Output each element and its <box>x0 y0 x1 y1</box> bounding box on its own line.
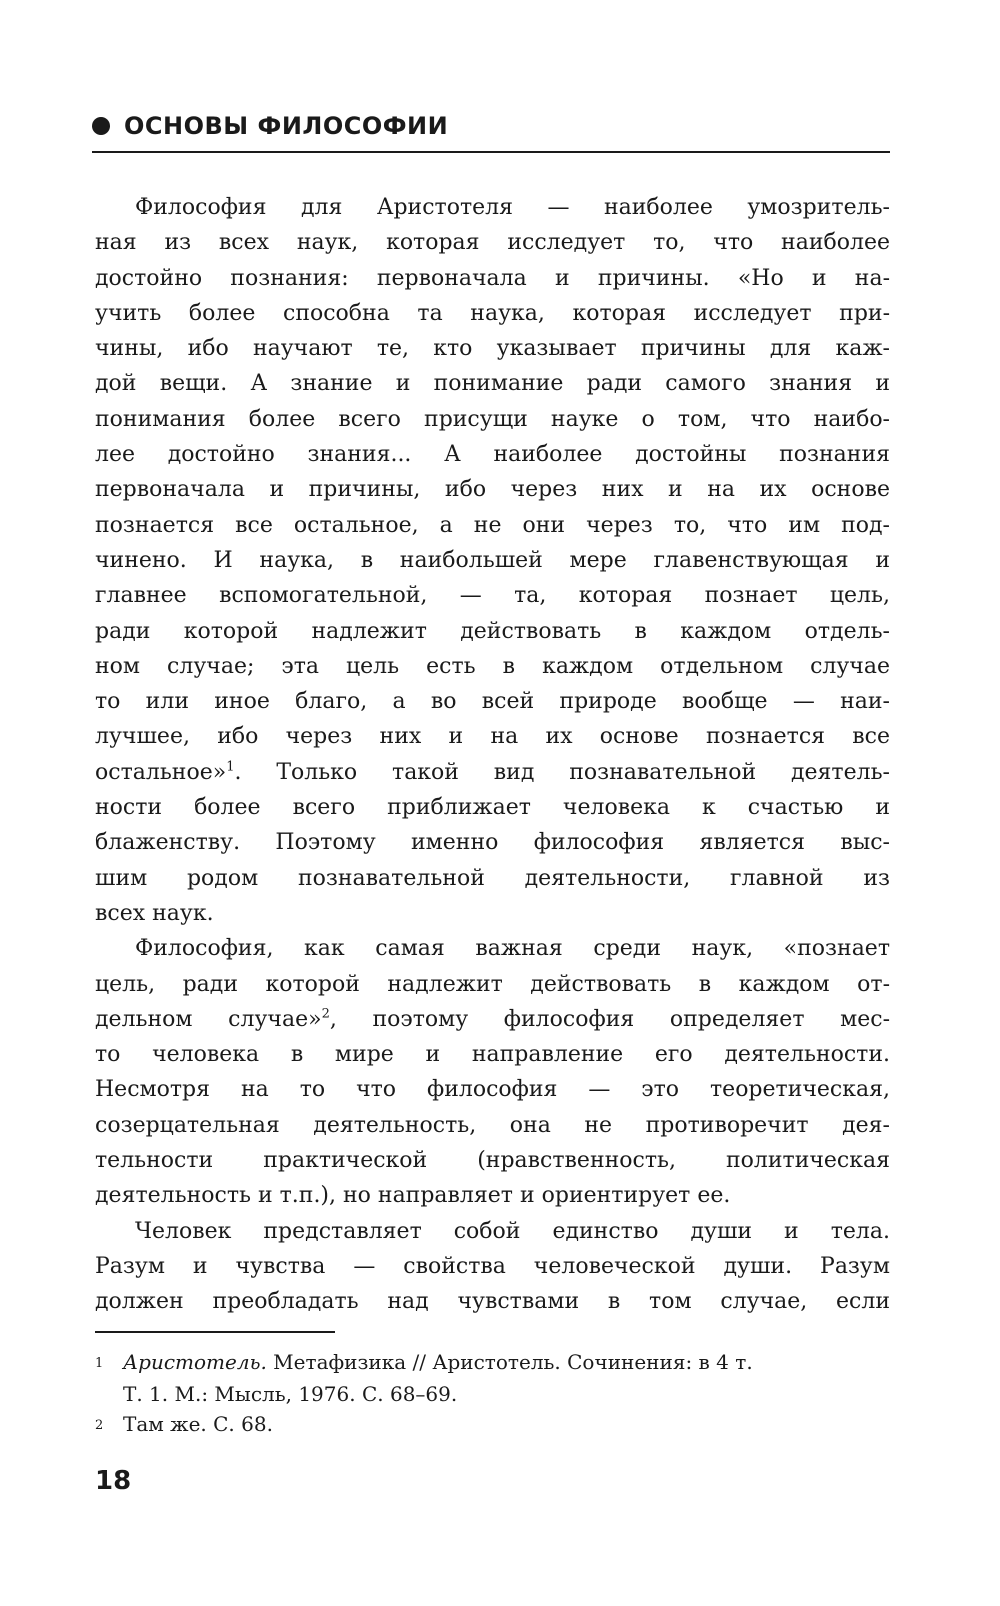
footnotes <box>95 1347 890 1441</box>
text-line: лее достойно знания... А наиболее достойны познания <box>95 442 890 468</box>
text-line: то или иное благо, а во всей природе вообще — наи- <box>95 689 890 715</box>
footnote-continuation: Т. 1. М.: Мысль, 1976. С. 68–69. <box>123 1382 458 1406</box>
page-number: 18 <box>95 1466 132 1496</box>
footnote-text <box>123 1347 890 1379</box>
text-segment: остальное» <box>95 759 227 785</box>
text-line <box>95 755 890 790</box>
text-line: Философия для Аристотеля — наиболее умозритель- <box>135 195 890 220</box>
running-header <box>92 112 890 140</box>
text-line: деятельность и т.п.), но направляет и ориентирует ее. <box>95 1183 731 1209</box>
text-line: Человек представляет собой единство души и тела. <box>135 1218 890 1244</box>
body-text <box>95 190 890 1320</box>
text-line: тельности практической (нравственность, политическая <box>95 1148 890 1174</box>
footnote-ref: 2 <box>321 1006 330 1022</box>
text-line: созерцательная деятельность, она не противоречит дея- <box>95 1112 890 1138</box>
bullet-icon <box>92 117 110 135</box>
footnote-text: Там же. С. 68. <box>123 1412 273 1436</box>
text-line: достойно познания: первоначала и причины. «Но и на- <box>95 265 890 291</box>
text-line: ности более всего приближает человека к счастью и <box>95 795 890 821</box>
text-line: должен преобладать над чувствами в том случае, если <box>95 1289 890 1315</box>
text-line: первоначала и причины, ибо через них и на их основе <box>95 477 890 503</box>
footnote <box>95 1347 890 1379</box>
text-line <box>95 1002 890 1037</box>
text-line: Несмотря на то что философия — это теоретическая, <box>95 1077 890 1103</box>
text-line: ради которой надлежит действовать в каждом отдель- <box>95 618 890 644</box>
footnote-number: 2 <box>95 1418 104 1433</box>
text-line: главнее вспомогательной, — та, которая познает цель, <box>95 583 890 609</box>
header-divider <box>92 151 890 153</box>
footnote-number: 1 <box>95 1356 104 1371</box>
text-line: цель, ради которой надлежит действовать в каждом от- <box>95 971 890 997</box>
text-line: шим родом познавательной деятельности, главной из <box>95 865 890 891</box>
text-line: лучшее, ибо через них и на их основе познается все <box>95 724 890 750</box>
text-line: ная из всех наук, которая исследует то, что наиболее <box>95 230 890 256</box>
footnote-body: Метафизика // Аристотель. Сочинения: в 4 т. <box>266 1350 753 1374</box>
text-line: всех наук. <box>95 900 214 926</box>
text-line: Разум и чувства — свойства человеческой души. Разум <box>95 1253 890 1279</box>
footnote-divider <box>95 1331 335 1333</box>
footnote-author: Аристотель. <box>123 1350 267 1374</box>
text-segment: , поэтому философия определяет мес- <box>329 1006 891 1032</box>
text-line: то человека в мире и направление его деятельности. <box>95 1042 890 1068</box>
text-line: дой вещи. А знание и понимание ради самого знания и <box>95 371 890 397</box>
text-segment: дельном случае» <box>95 1006 322 1032</box>
text-line: ном случае; эта цель есть в каждом отдельном случае <box>95 653 890 679</box>
footnote-ref: 1 <box>226 759 235 775</box>
text-line: понимания более всего присущи науке о том, что наибо- <box>95 406 890 432</box>
text-line: блаженству. Поэтому именно философия является выс- <box>95 830 890 856</box>
text-segment: . Только такой вид познавательной деятель- <box>234 759 890 785</box>
text-line: учить более способна та наука, которая исследует при- <box>95 300 890 326</box>
text-line: чины, ибо научают те, кто указывает причины для каж- <box>95 336 890 362</box>
text-line: чинено. И наука, в наибольшей мере главенствующая и <box>95 547 890 573</box>
text-line: Философия, как самая важная среди наук, «познает <box>135 936 890 962</box>
footnote <box>95 1409 890 1441</box>
text-line: познается все остальное, а не они через то, что им под- <box>95 512 890 538</box>
running-header-title: ОСНОВЫ ФИЛОСОФИИ <box>124 112 449 140</box>
